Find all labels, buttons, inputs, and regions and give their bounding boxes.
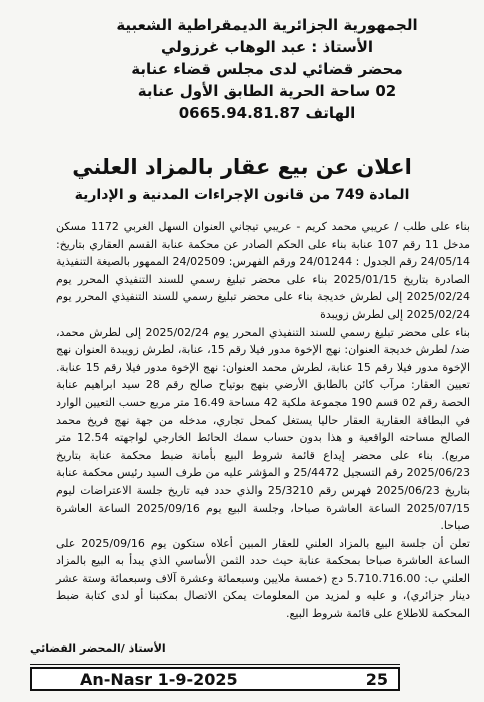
office-phone: الهاتف 0665.94.81.87 [178, 104, 356, 122]
body-paragraph-announcement: تعلن أن جلسة البيع بالمزاد العلني للعقار المبين أعلاه ستكون يوم 2025/09/16 على الساعة العاشرة صباحا بمحكمة عنابة حيث حدد الثمن الأساسي الذي يبدأ به البيع بالمزاد العلني ب: 5.710.716.00 دج (خمسة ملايين وسبعمائة وعشرة آلاف وسبعمائة وستة عشر دينار جزائري)، و عليه و لمزيد من المعلومات يمكن الاتصال بمكتبنا أو لدى كتابة ضبط المحكمة للاطلاع على قائمة شروط البيع. [56, 536, 471, 621]
notice-header [60, 14, 474, 124]
signature-line: الأستاذ /المحضر القضائي [30, 642, 166, 655]
bailiff-office: محضر قضائي لدى مجلس قضاء عنابة [131, 60, 403, 78]
bailiff-name: الأستاذ : عبد الوهاب غرزولي [160, 38, 374, 56]
notice-body [56, 218, 470, 623]
notice-subtitle: المادة 749 من قانون الإجراءات المدنية و الإدارية [74, 187, 410, 203]
publication-date: An-Nasr 1-9-2025 [80, 669, 238, 689]
republic-name: الجمهورية الجزائرية الديمقراطية الشعبية [116, 16, 418, 34]
body-paragraph-request: بناء على طلب / عريبي محمد كريم - عريبي تيجاني العنوان السهل الغربي 1172 مسكن مدخل 11 رقم 107 عنابة بناء على الحكم الصادر عن محكمة عنابة القسم العقاري بتاريخ: 24/05/14 رقم الجدول : 24/01244 ورقم الفهرس: 24/02509 الممهور بالصيغة التنفيذية الصادرة بتاريخ 2025/01/15 بناء على محضر تبليغ رسمي للسند التنفيذي المحرر يوم 2025/02/24 إلى لطرش خديجة بناء على محضر تبليغ رسمي للسند التنفيذي المحرر يوم 2025/02/24 إلى لطرش زويبدة [56, 220, 471, 321]
body-paragraph-details: بناء على محضر تبليغ رسمي للسند التنفيذي المحرر يوم 2025/02/24 إلى لطرش محمد، ضد/ لطرش خديجة العنوان: نهج الإخوة مدور فيلا رقم 15، عنابة، لطرش زويبدة العنوان نهج الإخوة مدور فيلا رقم 15 عنابة، لطرش محمد العنوان: نهج الإخوة مدور فيلا رقم 15 عنابة. تعيين العقار: مرآب كائن بالطابق الأرضي بنهج بوتياح صالح رقم 28 سيد ابراهيم عنابة الحصة رقم 02 قسم 190 مجموعة ملكية 42 مساحة 16.49 متر مربع حسب التعيين الوارد في البطاقة العقارية العقار حاليا يستغل كمحل تجاري، مدخله من جهة نهج فريخ محمد الصالح مساحته الواقعية و هذا بدون حساب سمك الحائط الخارجي لواجهته 12.54 متر مربع). بناء على محضر إيداع قائمة شروط البيع بأمانة ضبط محكمة عنابة بتاريخ 2025/06/23 رقم التسجيل 25/4472 و المؤشر عليه من طرف السيد رئيس محكمة عنابة بتاريخ 2025/06/23 فهرس رقم 25/3210 والذي حدد فيه تاريخ جلسة الاعتراضات ليوم 2025/07/15 الساعة العاشرة صباحا، وجلسة البيع يوم 2025/09/16 الساعة العاشرة صباحا. [56, 325, 471, 533]
notice-title: اعلان عن بيع عقار بالمزاد العلني [72, 155, 412, 179]
office-address: 02 ساحة الحرية الطابق الأول عنابة [137, 82, 397, 100]
page-number: 25 [365, 669, 388, 689]
footer-divider [30, 664, 400, 665]
footer-bar [30, 667, 400, 691]
